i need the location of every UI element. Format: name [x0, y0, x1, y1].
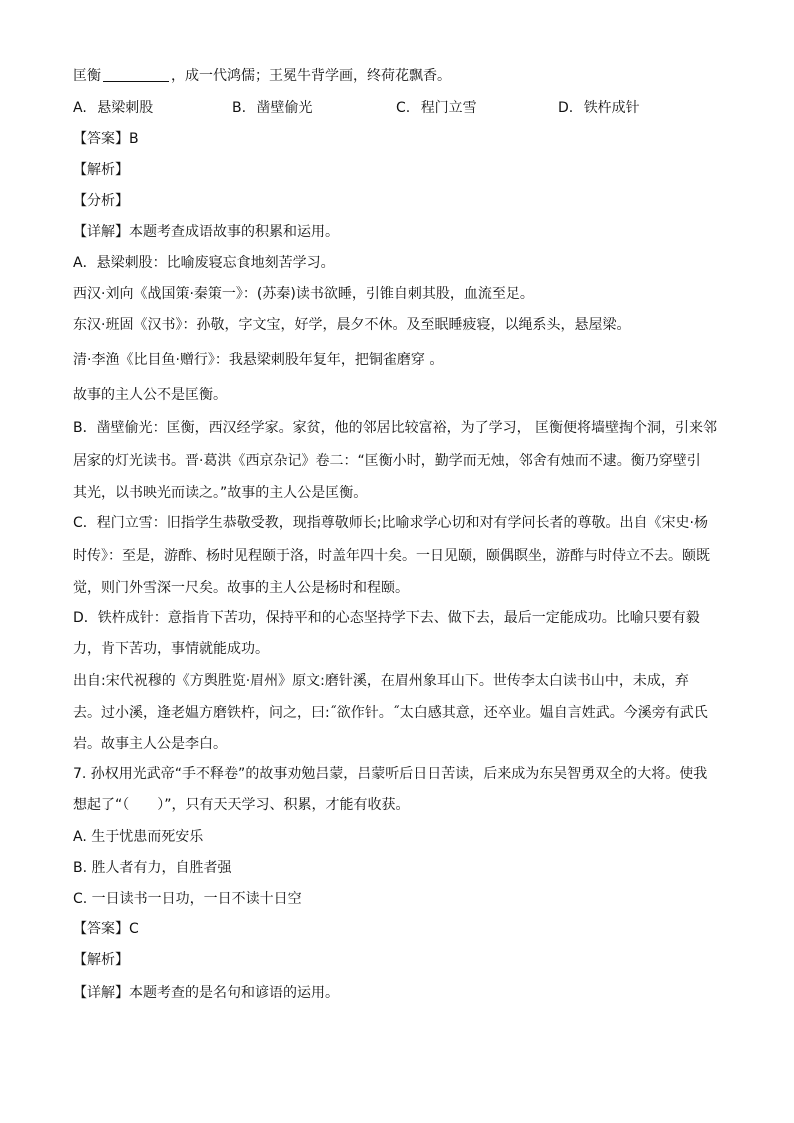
option-text: 凿壁偷光: [256, 100, 313, 116]
q7-stem-line-2: 想起了“（ ）”，只有天天学习、积累，才能有收获。: [73, 797, 410, 813]
q7-answer: 【答案】C: [73, 921, 139, 937]
q6-detail-line: 清·李渔《比目鱼·赠行》：我悬梁刺股年复年，把铜雀磨穿 。: [73, 352, 444, 368]
q6-detail-line: 居家的灯光读书。晋·葛洪《西京杂记》卷二：“匡衡小时，勤学而无烛，邻舍有烛而不逮。衡乃穿壁引: [73, 453, 701, 469]
option-text: 悬梁刺股: [97, 100, 154, 116]
option-letter: D.: [558, 100, 574, 116]
q6-detail-line: 故事的主人公不是匡衡。: [73, 387, 227, 403]
q6-stem-pre: 匡衡: [73, 68, 101, 84]
q6-detail-line: 【详解】本题考查成语故事的积累和运用。: [73, 224, 339, 240]
q6-option-a: [73, 98, 153, 118]
q6-detail-line: A．悬梁刺股：比喻废寝忘食地刻苦学习。: [73, 255, 335, 271]
answer-blank: [103, 67, 169, 82]
option-letter: B.: [232, 100, 247, 116]
q6-detail-line: 出自:宋代祝穆的《方舆胜览·眉州》原文:磨针溪，在眉州象耳山下。世传李太白读书山中，未成，弃: [73, 673, 689, 689]
q6-answer: 【答案】B: [73, 131, 139, 147]
q6-jiexi-heading: 【解析】: [73, 162, 129, 178]
q7-option-b: B. 胜人者有力，自胜者强: [73, 860, 232, 876]
q6-detail-line: 西汉·刘向《战国策·秦策一》：(苏秦)读书欲睡，引锥自刺其股，血流至足。: [73, 286, 534, 302]
q7-option-a: A. 生于忧患而死安乐: [73, 829, 204, 845]
q6-option-d: [558, 98, 640, 118]
q6-detail-line: 时传》：至是，游酢、杨时见程颐于洛，时盖年四十矣。一日见颐，颐偶瞑坐，游酢与时侍立不去。颐既: [73, 548, 710, 564]
option-text: 铁杵成针: [583, 100, 640, 116]
q6-detail-line: C．程门立雪：旧指学生恭敬受教，现指尊敬师长;比喻求学心切和对有学问长者的尊敬。出自《宋史·杨: [73, 515, 708, 531]
q6-detail-line: 东汉·班固《汉书》：孙敬，字文宝，好学，晨夕不休。及至眠睡疲寝，以绳系头，悬屋梁。: [73, 317, 631, 333]
q7-detail-line: 【详解】本题考查的是名句和谚语的运用。: [73, 985, 339, 1001]
q6-detail-line: D．铁杵成针：意指肯下苦功，保持平和的心态坚持学下去、做下去，最后一定能成功。比喻只要有毅: [73, 610, 700, 626]
q6-detail-line: 去。过小溪，逢老媪方磨铁杵，问之，曰:˝欲作针。˝太白感其意，还卒业。媪自言姓武。今溪旁有武氏: [73, 705, 708, 721]
q6-fenxi-heading: 【分析】: [73, 193, 129, 209]
q7-jiexi-heading: 【解析】: [73, 952, 129, 968]
q6-detail-line: 觉，则门外雪深一尺矣。故事的主人公是杨时和程颐。: [73, 580, 409, 596]
q6-detail-line: B．凿壁偷光：匡衡，西汉经学家。家贫，他的邻居比较富裕，为了学习， 匡衡便将墙壁掏个洞，引来邻: [73, 420, 718, 436]
q7-stem-line-1: 7. 孙权用光武帝“手不释卷”的故事劝勉吕蒙，吕蒙听后日日苦读，后来成为东吴智勇双全的大将。使我: [73, 766, 708, 782]
q6-detail-line: 岩。故事主人公是李白。: [73, 736, 227, 752]
q7-option-c: C. 一日读书一日功，一日不读十日空: [73, 891, 302, 907]
q6-option-b: [232, 98, 313, 118]
option-text: 程门立雪: [420, 100, 477, 116]
q6-option-c: [396, 98, 477, 118]
q6-stem-post: ，成一代鸿儒；王冕牛背学画，终荷花飘香。: [171, 68, 451, 84]
q6-stem-line: [73, 66, 451, 86]
q6-detail-line: 力，肯下苦功，事情就能成功。: [73, 641, 269, 657]
option-letter: C.: [396, 100, 411, 116]
q6-detail-line: 其光，以书映光而读之。”故事的主人公是匡衡。: [73, 485, 368, 501]
option-letter: A.: [73, 100, 87, 116]
